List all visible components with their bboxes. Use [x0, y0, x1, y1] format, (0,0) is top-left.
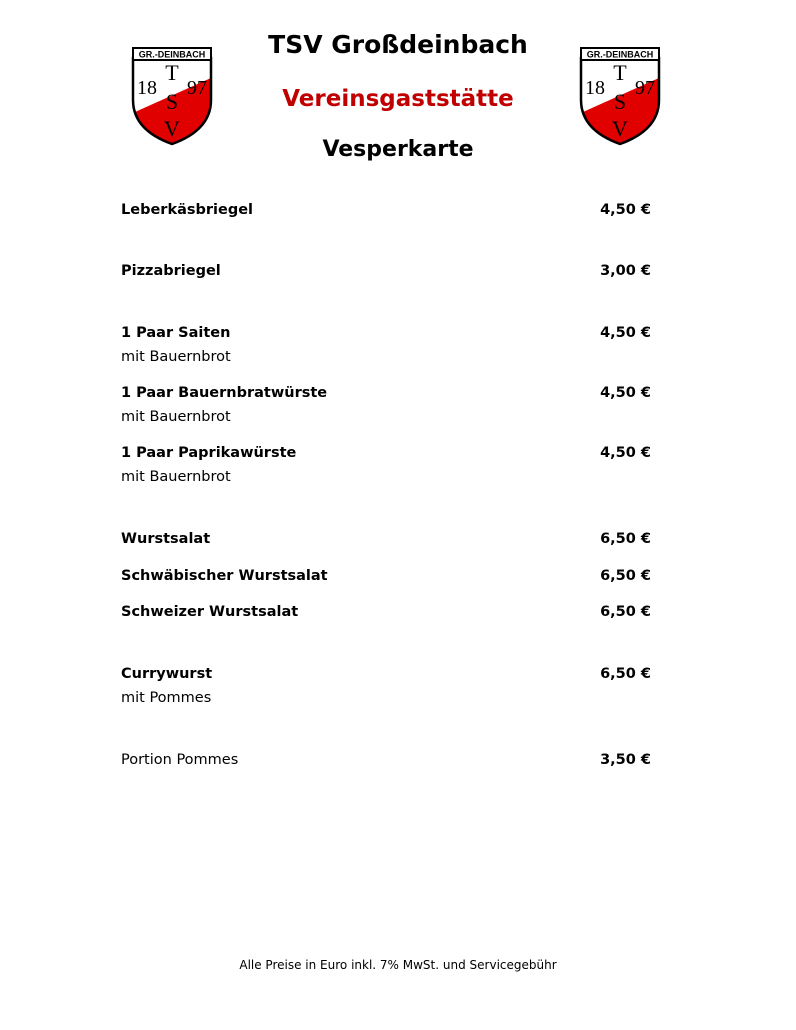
- menu-item: [121, 444, 651, 486]
- menu-item-name: Schwäbischer Wurstsalat: [121, 568, 328, 584]
- menu-item-description: mit Bauernbrot: [121, 409, 231, 425]
- menu-item-name: Currywurst: [121, 666, 213, 682]
- crest-letter-t: T: [165, 60, 179, 85]
- menu-item-name: Schweizer Wurstsalat: [121, 604, 299, 620]
- menu-item-name: 1 Paar Bauernbratwürste: [121, 385, 328, 401]
- menu-item-description: mit Bauernbrot: [121, 469, 231, 485]
- menu-item-name: Pizzabriegel: [121, 263, 221, 279]
- crest-year-left: 18: [137, 77, 157, 99]
- price-footnote: Alle Preise in Euro inkl. 7% MwSt. und Servicegebühr: [239, 958, 557, 972]
- crest-banner-text: GR.-DEINBACH: [138, 49, 206, 60]
- menu-item: [121, 567, 651, 585]
- menu-item-name: Portion Pommes: [121, 752, 239, 768]
- club-name-title: TSV Großdeinbach: [268, 30, 528, 59]
- menu-item-price: 6,50 €: [600, 604, 651, 620]
- menu-item: [121, 201, 651, 219]
- menu-item-name: 1 Paar Paprikawürste: [121, 445, 297, 461]
- menu-item-price: 4,50 €: [600, 445, 651, 461]
- crest-letter-v: V: [612, 116, 628, 141]
- menu-item-description: mit Bauernbrot: [121, 349, 231, 365]
- crest-year-right: 97: [187, 77, 207, 99]
- menu-item: [121, 751, 651, 769]
- crest-letter-v: V: [164, 116, 180, 141]
- menu-item-price: 6,50 €: [600, 666, 651, 682]
- menu-item-name: 1 Paar Saiten: [121, 325, 231, 341]
- crest-year-left: 18: [585, 77, 605, 99]
- menu-heading: Vesperkarte: [322, 137, 474, 162]
- menu-item: [121, 324, 651, 366]
- menu-item: [121, 603, 651, 621]
- menu-item-price: 3,50 €: [600, 752, 651, 768]
- menu-item: [121, 665, 651, 707]
- crest-letter-s: S: [613, 89, 627, 114]
- menu-item-price: 4,50 €: [600, 325, 651, 341]
- menu-item: [121, 262, 651, 280]
- menu-item: [121, 384, 651, 426]
- menu-item-price: 6,50 €: [600, 531, 651, 547]
- menu-item-name: Wurstsalat: [121, 531, 211, 547]
- menu-item-price: 4,50 €: [600, 202, 651, 218]
- menu-item: [121, 530, 651, 548]
- crest-letter-s: S: [165, 89, 179, 114]
- menu-item-price: 6,50 €: [600, 568, 651, 584]
- crest-year-right: 97: [635, 77, 655, 99]
- menu-item-price: 3,00 €: [600, 263, 651, 279]
- menu-item-name: Leberkäsbriegel: [121, 202, 254, 218]
- menu-item-price: 4,50 €: [600, 385, 651, 401]
- venue-subtitle: Vereinsgaststätte: [282, 86, 514, 112]
- crest-letter-t: T: [613, 60, 627, 85]
- menu-item-description: mit Pommes: [121, 690, 212, 706]
- crest-banner-text: GR.-DEINBACH: [586, 49, 654, 60]
